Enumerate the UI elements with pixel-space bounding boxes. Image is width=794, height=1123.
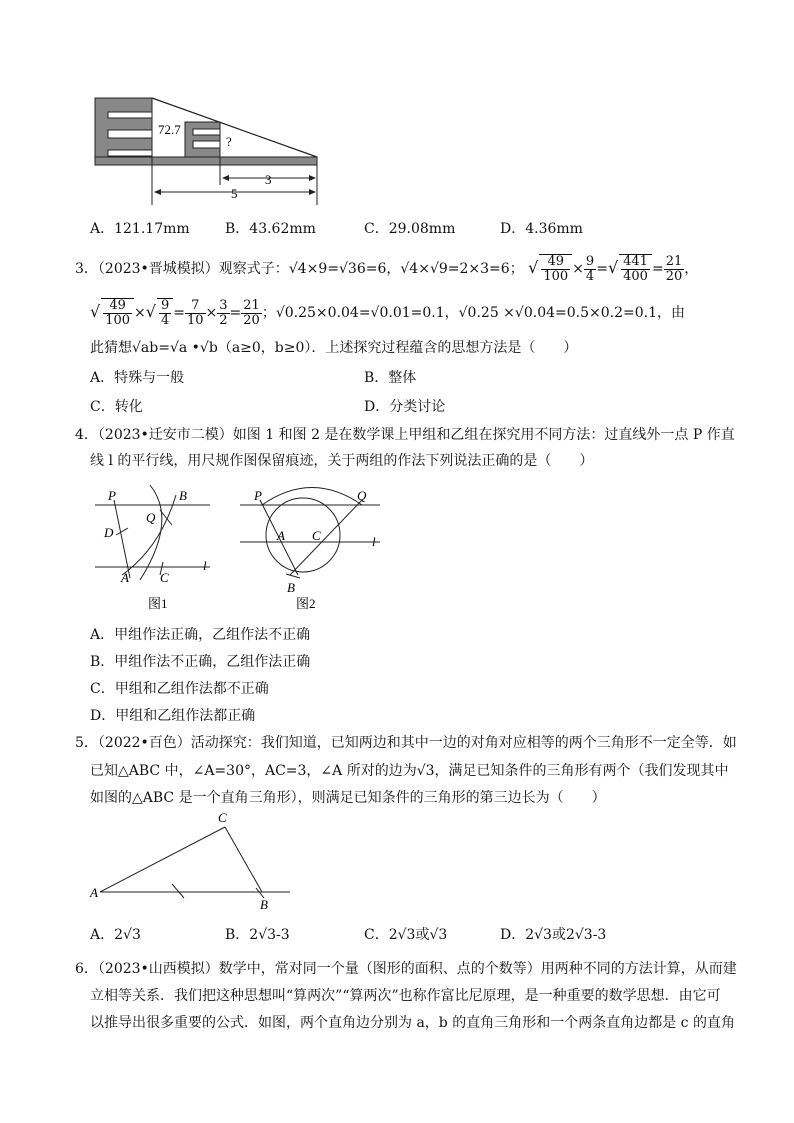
svg-text:P: P — [254, 488, 262, 503]
svg-text:P: P — [108, 488, 116, 503]
svg-text:B: B — [179, 488, 187, 503]
q2-option-a[interactable]: A．121.17mm — [90, 221, 190, 237]
svg-text:C: C — [218, 810, 227, 825]
q4-option-d[interactable]: D．甲组和乙组作法都正确 — [90, 708, 256, 724]
q3-option-b[interactable]: B．整体 — [364, 370, 417, 386]
label-5: 5 — [231, 186, 238, 201]
svg-text:B: B — [260, 897, 268, 912]
q6-line1: 6．（2023•山西模拟）数学中，常对同一个量（图形的面积、点的个数等）用两种不同的方法计算，从而建 — [75, 961, 737, 977]
q3-option-d[interactable]: D．分类讨论 — [364, 399, 446, 415]
q6-line2: 立相等关系．我们把这种思想叫“算两次”“算两次”也称作富比尼原理，是一种重要的数学思想．由它可 — [90, 988, 721, 1004]
q6-number: 6． — [75, 961, 98, 977]
q6-line3: 以推导出很多重要的公式．如图，两个直角边分别为 a，b 的直角三角形和一个两条直角边都是 c 的直角 — [90, 1015, 735, 1031]
q4-line2: 线 l 的平行线，用尺规作图保留痕迹，关于两组的作法下列说法正确的是（ ） — [90, 453, 594, 469]
q3-option-a[interactable]: A．特殊与一般 — [90, 370, 185, 386]
q3-line2: √ $\frac{49}{100}$ ×√ $\frac{9}{4}$ = $\frac{7}{10}$ × $\frac{3}{2}$ = $\frac{21}{20}$ ；√0.25×0.04=√0.01=0.1，√0.25 ×√0.04=0.5×0.2=0.1，由 — [90, 297, 685, 328]
fig1-caption: 图1 — [148, 596, 168, 611]
q3-number: 3． — [75, 261, 98, 277]
svg-text:A: A — [121, 570, 129, 585]
q3-line2-rest: ；√0.25×0.04=√0.01=0.1，√0.25 ×√0.04=0.5×0.2=0.1，由 — [261, 305, 685, 321]
q5-option-d[interactable]: D．2√3或2√3-3 — [500, 927, 607, 943]
q5-option-b[interactable]: B．2√3-3 — [225, 927, 290, 943]
q5-line1: 5．（2022•百色）活动探究：我们知道，已知两边和其中一边的对角对应相等的两个三角形不一定全等．如 — [75, 735, 737, 751]
q5-option-c[interactable]: C．2√3或√3 — [364, 927, 448, 943]
q5-line3: 如图的△ABC 是一个直角三角形），则满足已知条件的三角形的第三边长为（ ） — [90, 790, 606, 806]
q3-option-c[interactable]: C．转化 — [90, 399, 143, 415]
fig2-caption: 图2 — [296, 596, 316, 611]
q4-option-a[interactable]: A．甲组作法正确，乙组作法不正确 — [90, 627, 311, 643]
q4-option-c[interactable]: C．甲组和乙组作法都不正确 — [90, 681, 269, 697]
svg-text:l: l — [372, 534, 376, 549]
q2-option-b[interactable]: B．43.62mm — [225, 221, 316, 237]
svg-text:C: C — [160, 570, 169, 585]
q4-line1: 4．（2023•迁安市二模）如图 1 和图 2 是在数学课上甲组和乙组在探究用不同方法：过直线外一点 P 作直 — [75, 427, 735, 443]
q2-option-d[interactable]: D．4.36mm — [500, 221, 583, 237]
q5-line2: 已知△ABC 中，∠A=30°，AC=3，∠A 所对的边为√3，满足已知条件的三角形有两个（我们发现其中 — [90, 763, 729, 779]
q4-number: 4． — [75, 427, 98, 443]
svg-text:Q: Q — [357, 488, 367, 503]
q5-number: 5． — [75, 735, 98, 751]
svg-text:A: A — [277, 528, 285, 543]
label-72-7: 72.7 — [158, 122, 181, 137]
svg-text:C: C — [312, 528, 321, 543]
svg-text:Q: Q — [146, 510, 156, 525]
q3-source: （2023•晋城模拟）观察式子： — [97, 261, 289, 277]
q2-option-c[interactable]: C．29.08mm — [364, 221, 456, 237]
q4-option-b[interactable]: B．甲组作法不正确，乙组作法正确 — [90, 654, 311, 670]
label-unknown: ? — [226, 134, 232, 149]
svg-text:A: A — [90, 885, 98, 900]
svg-text:l: l — [203, 558, 207, 573]
svg-text:B: B — [287, 580, 295, 595]
q5-option-a[interactable]: A．2√3 — [90, 927, 141, 943]
svg-text:D: D — [104, 525, 114, 540]
q3-line1: 3．（2023•晋城模拟）观察式子：√4×9=√36=6，√4×√9=2×3=6； √ $\frac{49}{100}$ × $\frac{9}{4}$ =√ $\frac{441}{400}$ = $\frac{21}{20}$ ， — [75, 253, 699, 284]
label-3: 3 — [265, 172, 272, 187]
q3-line3: 此猜想√ab=√a •√b（a≥0，b≥0）．上述探究过程蕴含的思想方法是（ ） — [90, 340, 578, 356]
